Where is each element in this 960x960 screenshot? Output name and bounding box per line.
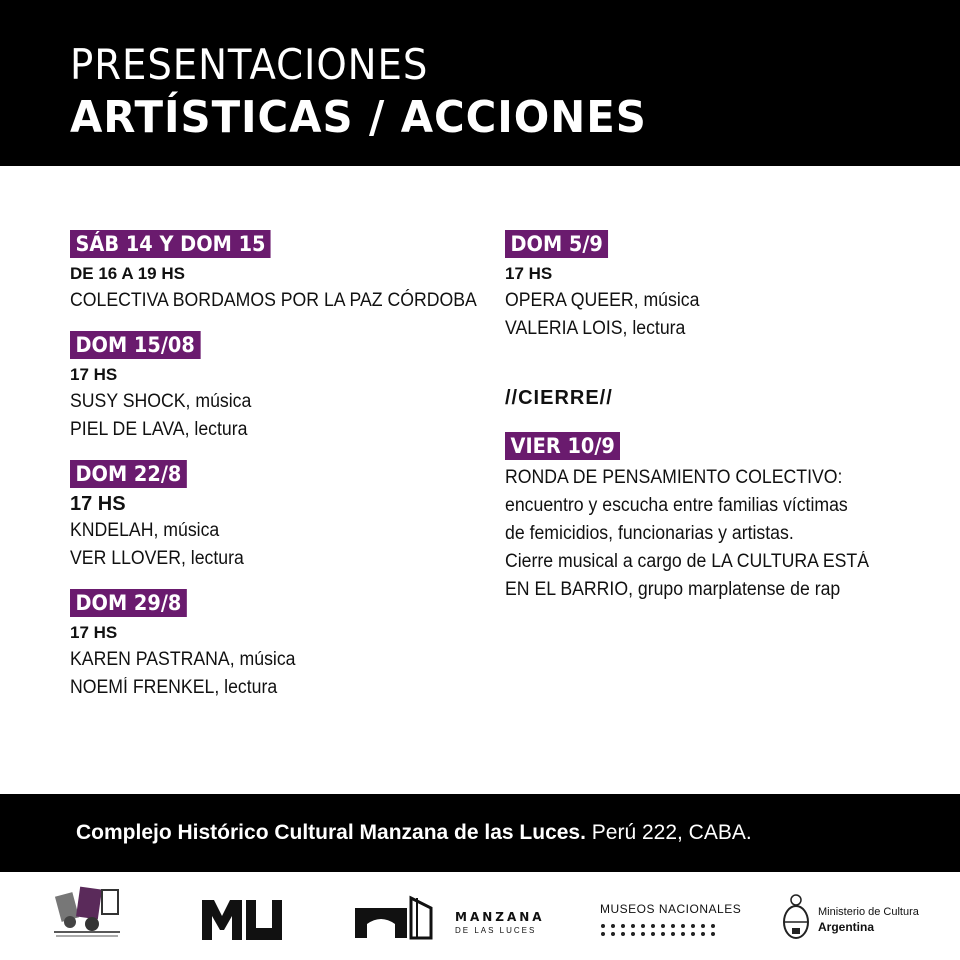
event-line: OPERA QUEER, música bbox=[505, 290, 700, 311]
event-line: VER LLOVER, lectura bbox=[70, 548, 244, 569]
event-time: 17 HS bbox=[505, 264, 553, 283]
event-time: 17 HS bbox=[70, 493, 126, 515]
date-badge: DOM 29/8 bbox=[70, 589, 187, 617]
manzana-name: MANZANA bbox=[455, 910, 545, 924]
event-time: DE 16 A 19 HS bbox=[70, 264, 185, 283]
venue-text bbox=[76, 821, 752, 845]
date-badge: DOM 5/9 bbox=[505, 230, 608, 258]
event-dom15 bbox=[70, 331, 490, 444]
right-column bbox=[505, 230, 925, 620]
event-line: VALERIA LOIS, lectura bbox=[505, 318, 686, 339]
date-badge: SÁB 14 Y DOM 15 bbox=[70, 230, 271, 258]
mu-logo-icon bbox=[202, 900, 284, 940]
date-badge: DOM 15/08 bbox=[70, 331, 200, 359]
event-line: Cierre musical a cargo de LA CULTURA ESTÁ bbox=[505, 551, 870, 572]
manzana-sub: DE LAS LUCES bbox=[455, 926, 537, 935]
museos-dots-icon bbox=[600, 922, 720, 938]
event-line: NOEMÍ FRENKEL, lectura bbox=[70, 677, 278, 698]
event-time: 17 HS bbox=[70, 365, 118, 384]
title-line-1: PRESENTACIONES bbox=[70, 40, 429, 89]
logo-strip bbox=[0, 872, 960, 960]
cierre-label: //CIERRE// bbox=[505, 387, 613, 409]
event-line: RONDA DE PENSAMIENTO COLECTIVO: bbox=[505, 467, 843, 488]
event-vier10 bbox=[505, 432, 925, 604]
venue-name: Complejo Histórico Cultural Manzana de las Luces. bbox=[76, 821, 586, 844]
title-line-2: ARTÍSTICAS / ACCIONES bbox=[70, 92, 647, 143]
event-time: 17 HS bbox=[70, 623, 118, 642]
ministerio-line2: Argentina bbox=[818, 920, 875, 934]
event-line: COLECTIVA BORDAMOS POR LA PAZ CÓRDOBA bbox=[70, 290, 477, 311]
manzana-logo-icon bbox=[355, 894, 447, 942]
event-line: PIEL DE LAVA, lectura bbox=[70, 419, 248, 440]
museos-label: MUSEOS NACIONALES bbox=[600, 902, 742, 916]
left-column bbox=[70, 230, 490, 718]
event-dom29 bbox=[70, 589, 490, 702]
campaign-logo-icon bbox=[50, 882, 125, 940]
header-band bbox=[0, 0, 960, 166]
ministerio-line1: Ministerio de Cultura bbox=[818, 906, 919, 918]
event-dom5 bbox=[505, 230, 925, 343]
event-line: EN EL BARRIO, grupo marplatense de rap bbox=[505, 579, 841, 600]
venue-address: Perú 222, CABA. bbox=[585, 821, 752, 844]
footer-band bbox=[0, 794, 960, 872]
coat-of-arms-icon bbox=[780, 894, 812, 942]
event-line: KNDELAH, música bbox=[70, 520, 220, 541]
event-line: encuentro y escucha entre familias víctimas bbox=[505, 495, 848, 516]
event-line: KAREN PASTRANA, música bbox=[70, 649, 296, 670]
event-dom22 bbox=[70, 460, 490, 573]
date-badge: VIER 10/9 bbox=[505, 432, 620, 460]
date-badge: DOM 22/8 bbox=[70, 460, 187, 488]
event-line: de femicidios, funcionarias y artistas. bbox=[505, 523, 794, 544]
event-sab14 bbox=[70, 230, 490, 315]
event-line: SUSY SHOCK, música bbox=[70, 391, 252, 412]
